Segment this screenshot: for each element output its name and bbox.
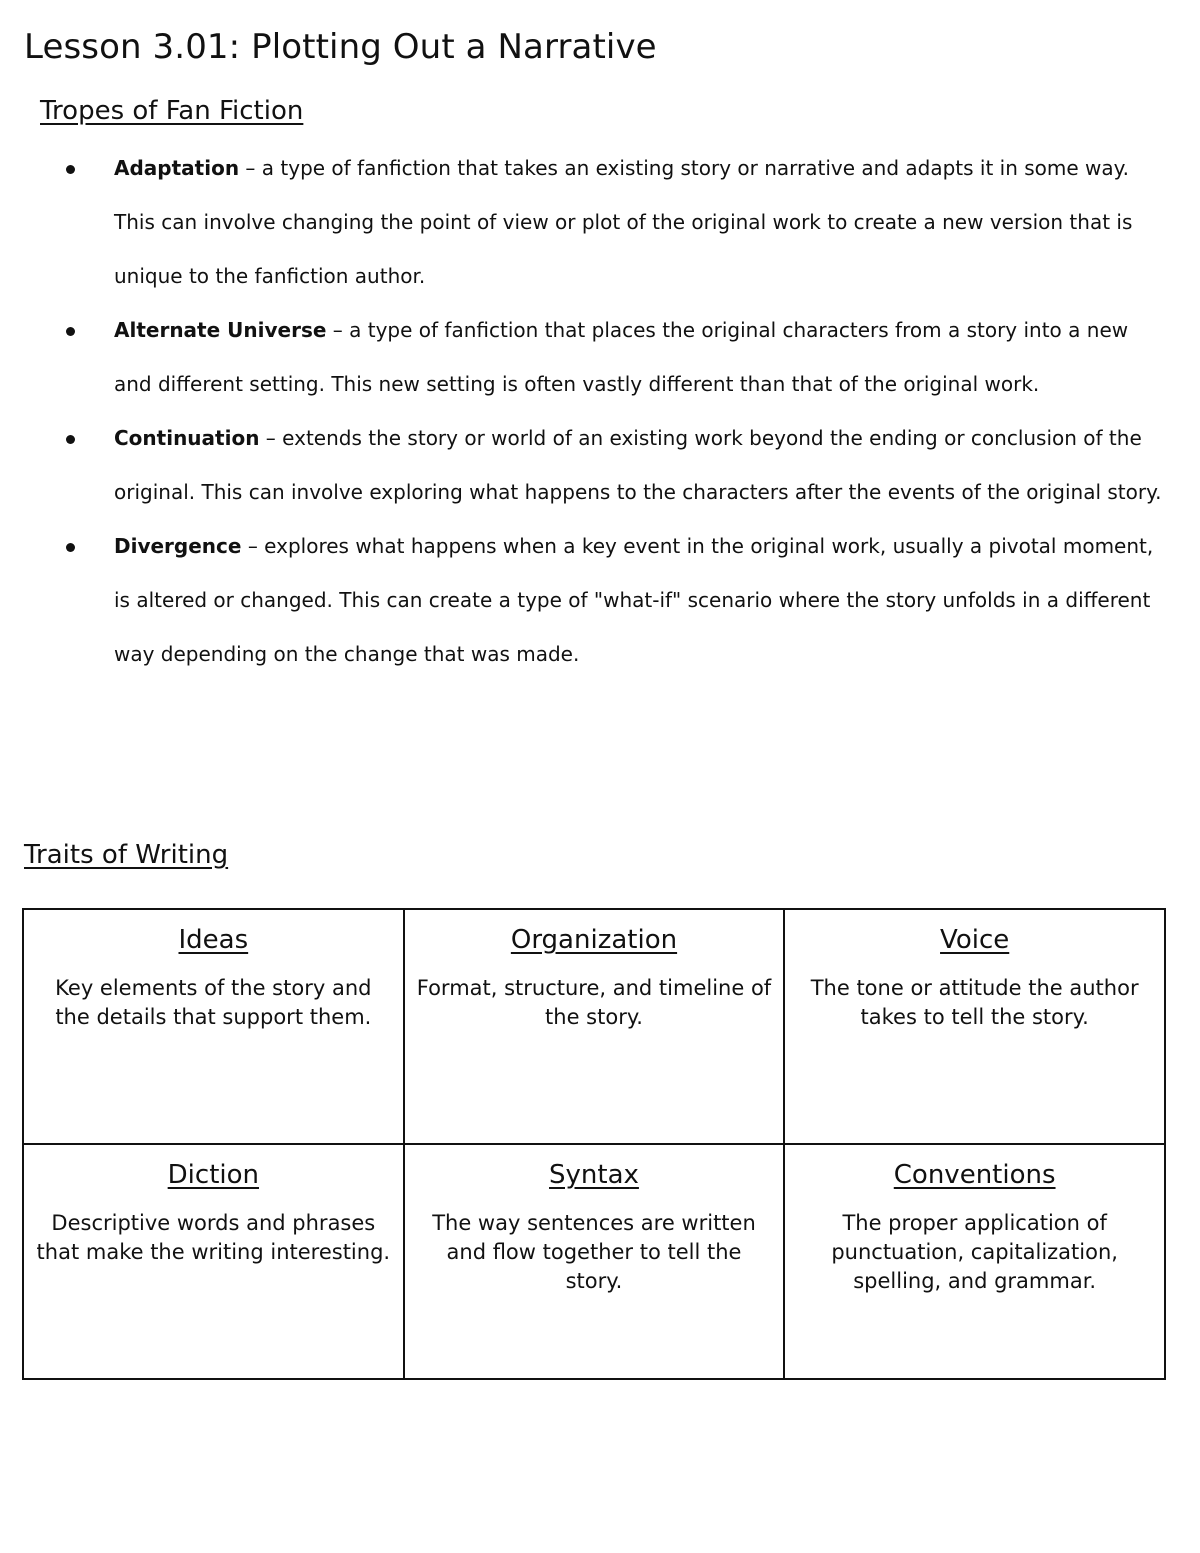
trope-definition: – explores what happens when a key event in the original work, usually a pivotal moment, is altered or changed. This can create a type of "what-if" scenario where the story unfolds in a different way depending on the change that was made.	[114, 534, 1154, 666]
trope-item-continuation	[0, 411, 1200, 519]
page-title: Lesson 3.01: Plotting Out a Narrative	[24, 27, 657, 67]
bullet-icon	[66, 543, 75, 552]
trait-description: The proper application of punctuation, capitalization, spelling, and grammar.	[831, 1211, 1118, 1293]
trait-name: Syntax	[549, 1160, 639, 1190]
trope-definition: – a type of fanfiction that places the original characters from a story into a new and different setting. This new setting is often vastly different than that of the original work.	[114, 318, 1129, 396]
trope-term: Alternate Universe	[114, 318, 327, 342]
trait-cell-conventions	[784, 1144, 1165, 1379]
trope-item-alternate-universe	[0, 303, 1200, 411]
trait-name: Conventions	[893, 1160, 1056, 1190]
trait-description: Key elements of the story and the details that support them.	[55, 976, 372, 1029]
trope-item-adaptation	[0, 141, 1200, 303]
trait-cell-syntax	[404, 1144, 785, 1379]
table-row	[23, 909, 1165, 1144]
traits-heading: Traits of Writing	[24, 840, 229, 870]
trait-description: The way sentences are written and flow together to tell the story.	[432, 1211, 756, 1293]
tropes-list	[0, 141, 1200, 681]
trope-term: Adaptation	[114, 156, 240, 180]
table-row	[23, 1144, 1165, 1379]
trait-cell-ideas	[23, 909, 404, 1144]
bullet-icon	[66, 327, 75, 336]
trope-term: Divergence	[114, 534, 242, 558]
trait-description: The tone or attitude the author takes to tell the story.	[810, 976, 1139, 1029]
trait-name: Diction	[167, 1160, 259, 1190]
trope-definition: – extends the story or world of an existing work beyond the ending or conclusion of the original. This can involve exploring what happens to the characters after the events of the original story.	[114, 426, 1162, 504]
tropes-heading: Tropes of Fan Fiction	[40, 96, 304, 126]
trait-cell-voice	[784, 909, 1165, 1144]
traits-table	[22, 908, 1166, 1380]
trope-item-divergence	[0, 519, 1200, 681]
trope-term: Continuation	[114, 426, 260, 450]
trait-description: Descriptive words and phrases that make the writing interesting.	[36, 1211, 391, 1264]
bullet-icon	[66, 165, 75, 174]
trait-cell-organization	[404, 909, 785, 1144]
trait-name: Ideas	[178, 925, 249, 955]
trait-name: Voice	[940, 925, 1010, 955]
bullet-icon	[66, 435, 75, 444]
trait-name: Organization	[510, 925, 678, 955]
trait-description: Format, structure, and timeline of the story.	[416, 976, 772, 1029]
trait-cell-diction	[23, 1144, 404, 1379]
trope-definition: – a type of fanfiction that takes an existing story or narrative and adapts it in some way. This can involve changing the point of view or plot of the original work to create a new version that is unique to the fanfiction author.	[114, 156, 1133, 288]
